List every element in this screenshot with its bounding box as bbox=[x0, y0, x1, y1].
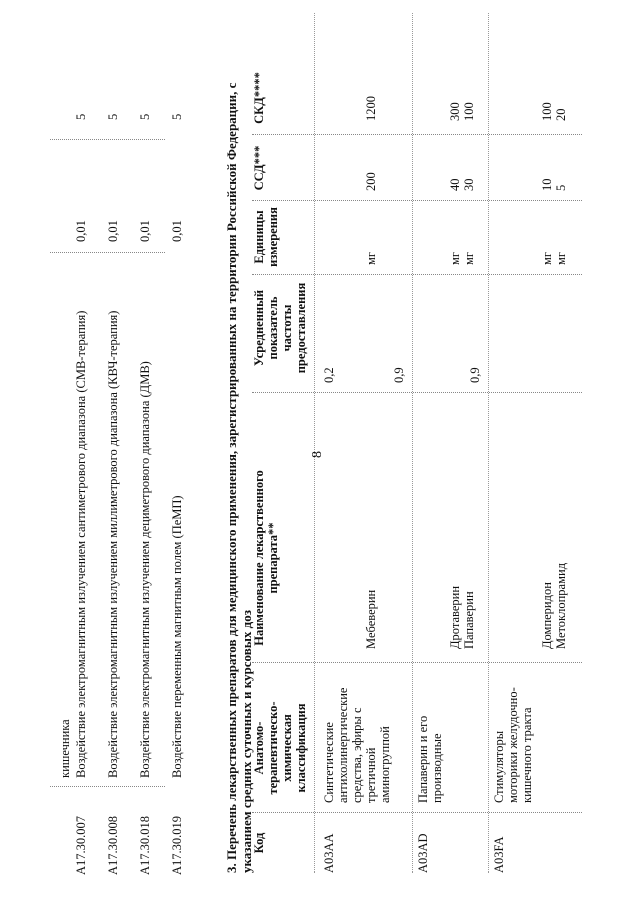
service-frequency: 0,01 bbox=[74, 220, 88, 242]
group-code: A03AA bbox=[322, 833, 336, 873]
drug-skd: 100 bbox=[540, 102, 554, 121]
section-title: 3. Перечень лекарственных препаратов для медицинского применения, зарегистрированных на территории Российской Федерации, с указанием средних суточных и курсовых доз bbox=[224, 82, 254, 873]
services-col-divider bbox=[50, 139, 165, 140]
drug-name: Мебеверин bbox=[364, 589, 378, 649]
row-divider bbox=[488, 13, 489, 873]
col-divider bbox=[252, 392, 582, 393]
service-name: Воздействие электромагнитным излучением миллиметрового диапазона (КВЧ-терапия) bbox=[106, 310, 120, 778]
col-divider bbox=[252, 662, 582, 663]
group-code: A03AD bbox=[416, 833, 430, 873]
group-frequency: 0,2 bbox=[322, 367, 336, 383]
drug-unit: мг bbox=[462, 251, 476, 265]
service-code: A17.30.018 bbox=[138, 815, 152, 875]
drug-ssd: 30 bbox=[462, 178, 476, 191]
group-frequency: 0,9 bbox=[468, 367, 482, 383]
col-divider bbox=[252, 274, 582, 275]
service-name: Воздействие переменным магнитным полем (ПеМП) bbox=[170, 495, 184, 778]
service-code: A17.30.007 bbox=[74, 815, 88, 875]
header-code: Код bbox=[252, 832, 266, 854]
group-atc: Стимуляторы моторики желудочно-кишечного тракта bbox=[492, 687, 534, 803]
row-divider bbox=[412, 13, 413, 873]
service-frequency: 0,01 bbox=[138, 220, 152, 242]
col-divider bbox=[252, 200, 582, 201]
group-code: A03FA bbox=[492, 836, 506, 873]
header-ssd: ССД*** bbox=[252, 145, 266, 191]
service-frequency: 0,01 bbox=[106, 220, 120, 242]
drug-unit: мг bbox=[540, 251, 554, 265]
header-drug: Наименование лекарственного препарата** bbox=[252, 470, 280, 646]
header-frequency: Усредненный показатель частоты предоставления bbox=[252, 282, 308, 374]
page-number: 8 bbox=[310, 451, 325, 458]
service-name: Воздействие электромагнитным излучением сантиметрового диапазона (СМВ-терапия) bbox=[74, 310, 88, 778]
service-code: A17.30.019 bbox=[170, 815, 184, 875]
col-divider bbox=[252, 812, 582, 813]
service-name: Воздействие электромагнитным излучением дециметрового диапазона (ДМВ) bbox=[138, 361, 152, 778]
service-frequency: 0,01 bbox=[170, 220, 184, 242]
drug-frequency: 0,9 bbox=[392, 367, 406, 383]
drug-unit: мг bbox=[364, 251, 378, 265]
drug-ssd: 200 bbox=[364, 172, 378, 191]
service-name: кишечника bbox=[58, 719, 72, 778]
services-col-divider bbox=[50, 786, 165, 787]
drug-skd: 100 bbox=[462, 102, 476, 121]
service-count: 5 bbox=[170, 113, 184, 120]
header-skd: СКД**** bbox=[252, 72, 266, 124]
services-col-divider bbox=[50, 252, 165, 253]
drug-name: Дротаверин bbox=[448, 585, 462, 649]
service-count: 5 bbox=[106, 113, 120, 120]
service-count: 5 bbox=[74, 113, 88, 120]
drug-skd: 300 bbox=[448, 102, 462, 121]
drug-ssd: 5 bbox=[554, 184, 568, 191]
drug-ssd: 10 bbox=[540, 178, 554, 191]
service-code: A17.30.008 bbox=[106, 815, 120, 875]
drug-skd: 1200 bbox=[364, 96, 378, 121]
row-divider bbox=[314, 13, 315, 873]
drug-unit: мг bbox=[448, 251, 462, 265]
service-count: 5 bbox=[138, 113, 152, 120]
drug-name: Домперидон bbox=[540, 582, 554, 649]
group-atc: Синтетические антихолинергические средства, эфиры с третичной аминогруппой bbox=[322, 687, 392, 803]
drug-ssd: 40 bbox=[448, 178, 462, 191]
drug-name: Папаверин bbox=[462, 591, 476, 649]
drug-unit: мг bbox=[554, 251, 568, 265]
header-atc: Анатомо-терапевтическо-химическая классификация bbox=[252, 701, 308, 795]
group-atc: Папаверин и его производные bbox=[416, 715, 444, 803]
drug-skd: 20 bbox=[554, 108, 568, 121]
header-unit: Единицы измерения bbox=[252, 207, 280, 267]
drug-name: Метоклопрамид bbox=[554, 562, 568, 649]
col-divider bbox=[252, 134, 582, 135]
